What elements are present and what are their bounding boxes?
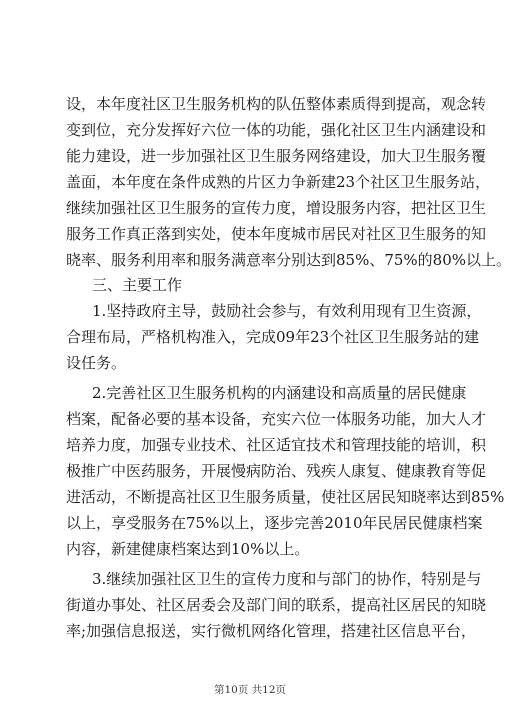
paragraph-line: 服务工作真正落到实处，使本年度城市居民对社区卫生服务的知 [66,225,487,243]
paragraph-line: 合理布局，严格机构准入，完成09年23个社区卫生服务站的建 [66,328,480,346]
paragraph-line: 盖面，本年度在条件成熟的片区力争新建23个社区卫生服务站， [66,173,491,191]
paragraph-line: 街道办事处、社区居委会及部门间的联系，提高社区居民的知晓 [66,596,487,614]
paragraph-line: 继续加强社区卫生服务的宣传力度，增设服务内容，把社区卫生 [66,199,487,217]
paragraph-line: 内容，新建健康档案达到10%以上。 [66,540,310,558]
paragraph-line: 档案，配备必要的基本设备，充实六位一体服务功能，加大人才 [66,410,487,428]
paragraph-line: 设任务。 [66,354,127,372]
section-heading: 三、主要工作 [92,276,183,294]
paragraph-line: 1.坚持政府主导，鼓励社会参与，有效利用现有卫生资源， [92,302,482,320]
paragraph-line: 设，本年度社区卫生服务机构的队伍整体素质得到提高，观念转 [66,95,487,113]
paragraph-line: 率;加强信息报送，实行微机网络化管理，搭建社区信息平台， [66,622,477,640]
paragraph-line: 3.继续加强社区卫生的宣传力度和与部门的协作，特别是与 [92,570,482,588]
paragraph-line: 能力建设，进一步加强社区卫生服务网络建设，加大卫生服务覆 [66,147,487,165]
paragraph-line: 变到位，充分发挥好六位一体的功能，强化社区卫生内涵建设和 [66,121,487,139]
paragraph-line: 极推广中医药服务，开展慢病防治、残疾人康复、健康教育等促 [66,462,487,480]
paragraph-line: 以上，享受服务在75%以上，逐步完善2010年民居民健康档案 [66,514,483,532]
paragraph-line: 2.完善社区卫生服务机构的内涵建设和高质量的居民健康 [92,384,467,402]
page-footer: 第10页 共12页 [213,684,287,696]
paragraph-line: 进活动，不断提高社区卫生服务质量，使社区居民知晓率达到85% [66,488,505,506]
paragraph-line: 晓率、服务利用率和服务满意率分别达到85%、75%的80%以上。 [66,251,511,269]
paragraph-line: 培养力度，加强专业技术、社区适宜技术和管理技能的培训，积 [66,436,487,454]
